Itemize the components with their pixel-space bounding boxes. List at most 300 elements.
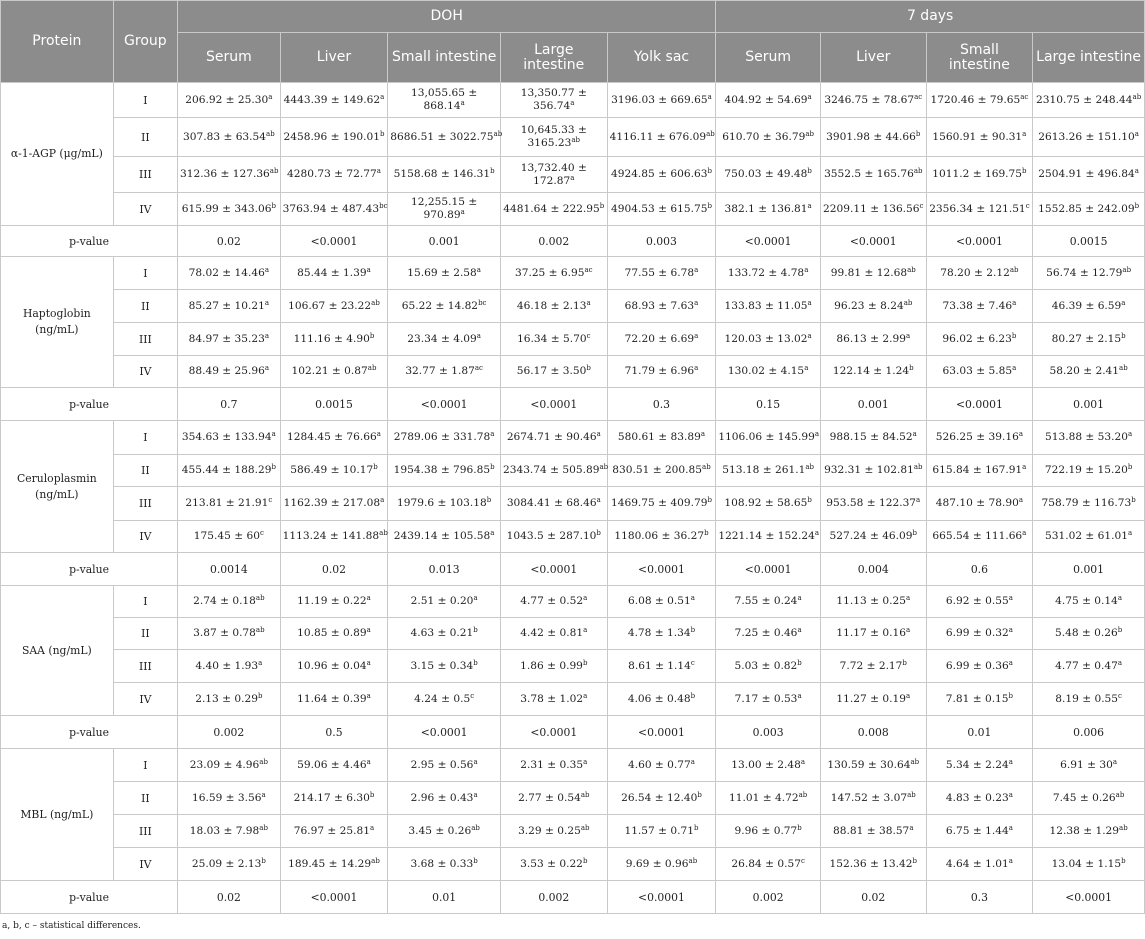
group-label: II [113, 290, 177, 323]
pvalue-cell: 0.001 [388, 226, 501, 257]
value-cell [926, 421, 1033, 455]
cell-value: 988.15 ± 84.52 [829, 431, 913, 443]
significance-letters: a [596, 430, 601, 438]
cell-value: 78.02 ± 14.46 [188, 266, 265, 279]
cell-value: 5.34 ± 2.24 [945, 758, 1009, 771]
cell-value: 73.38 ± 7.46 [942, 299, 1013, 312]
significance-letters: c [800, 856, 805, 865]
doh-header: DOH [178, 1, 716, 33]
cell-value: 7.81 ± 0.15 [945, 692, 1009, 705]
value-cell [280, 83, 388, 118]
significance-letters: a [1008, 626, 1013, 634]
table-row [1, 618, 1145, 650]
value-cell [500, 290, 607, 323]
cell-value: 2.51 ± 0.20 [410, 595, 474, 607]
pvalue-cell: <0.0001 [607, 881, 716, 914]
table-row [1, 421, 1145, 455]
value-cell [388, 749, 501, 782]
value-cell [388, 290, 501, 323]
significance-letters: a [905, 594, 911, 602]
value-cell [820, 749, 926, 782]
value-cell [280, 848, 388, 881]
cell-value: 13.00 ± 2.48 [731, 758, 801, 771]
cell-value: 175.45 ± 60 [193, 530, 260, 542]
pvalue-cell: 0.001 [1033, 553, 1145, 586]
cell-value: 4.77 ± 0.47 [1055, 659, 1118, 672]
cell-value: 8686.51 ± 3022.75 [390, 130, 494, 143]
value-cell [388, 118, 501, 157]
pvalue-cell: <0.0001 [926, 388, 1033, 421]
cell-value: 1180.06 ± 36.27 [614, 530, 705, 542]
value-cell [178, 421, 281, 455]
value-cell [500, 586, 607, 618]
doh-column-header: Serum [178, 33, 281, 83]
significance-letters: a [570, 99, 575, 107]
cell-value: 3.29 ± 0.25 [518, 824, 581, 837]
cell-value: 1560.91 ± 90.31 [932, 130, 1023, 143]
value-cell [500, 421, 607, 455]
cell-value: 16.34 ± 5.70 [517, 332, 587, 345]
significance-letters: ab [471, 823, 480, 832]
significance-letters: b [582, 658, 588, 667]
value-cell [388, 257, 501, 290]
cell-value: 610.70 ± 36.79 [722, 130, 806, 143]
cell-value: 206.92 ± 25.30 [185, 93, 269, 106]
pvalue-cell: 0.5 [280, 716, 388, 749]
significance-letters: b [486, 496, 492, 504]
value-cell [280, 782, 388, 815]
value-cell [388, 487, 501, 521]
value-cell [1033, 118, 1145, 157]
cell-value: 1162.39 ± 217.08 [283, 497, 381, 509]
cell-value: 1106.06 ± 145.99 [718, 431, 815, 443]
cell-value: 56.17 ± 3.50 [516, 365, 587, 377]
value-cell [716, 848, 821, 881]
table-row [1, 157, 1145, 193]
value-cell [178, 356, 281, 388]
significance-letters: ab [580, 823, 590, 832]
cell-value: 3763.94 ± 487.43 [282, 202, 380, 215]
value-cell [178, 848, 281, 881]
group-label: IV [113, 848, 177, 881]
cell-value: 1720.46 ± 79.65 [930, 93, 1021, 106]
significance-letters: a [690, 757, 695, 766]
significance-letters: a [1012, 364, 1017, 372]
pvalue-cell: <0.0001 [500, 388, 607, 421]
pvalue-cell: <0.0001 [716, 226, 821, 257]
value-cell [280, 257, 388, 290]
value-cell [716, 356, 821, 388]
group-label: IV [113, 683, 177, 716]
pvalue-cell: <0.0001 [500, 553, 607, 586]
value-cell [607, 487, 716, 521]
significance-letters: a [490, 529, 495, 537]
cell-value: 531.02 ± 61.01 [1045, 530, 1129, 542]
cell-value: 1979.6 ± 103.18 [397, 497, 487, 509]
group-label: IV [113, 193, 177, 226]
pvalue-cell: 0.002 [500, 226, 607, 257]
value-cell [178, 83, 281, 118]
value-cell [280, 455, 388, 487]
value-cell [926, 815, 1033, 848]
value-cell [820, 356, 926, 388]
value-cell [607, 650, 716, 683]
pvalue-cell: 0.01 [388, 881, 501, 914]
value-cell [500, 782, 607, 815]
pvalue-cell: 0.002 [178, 716, 281, 749]
cell-value: 722.19 ± 15.20 [1044, 464, 1128, 476]
significance-letters: ab [1119, 364, 1128, 372]
value-cell [1033, 650, 1145, 683]
value-cell [1033, 323, 1145, 356]
doh-column-header: Large intestine [500, 33, 607, 83]
value-cell [716, 421, 821, 455]
significance-letters: b [473, 856, 478, 865]
cell-value: 3901.98 ± 44.66 [826, 130, 916, 143]
significance-letters: a [264, 364, 270, 372]
value-cell [178, 118, 281, 157]
significance-letters: a [1112, 757, 1118, 766]
value-cell [280, 586, 388, 618]
value-cell [388, 782, 501, 815]
value-cell [1033, 782, 1145, 815]
significance-letters: a [905, 691, 911, 700]
significance-letters: a [694, 364, 699, 372]
value-cell [500, 749, 607, 782]
cell-value: 88.81 ± 38.57 [833, 824, 910, 837]
value-cell [607, 421, 716, 455]
significance-letters: a [912, 430, 917, 438]
significance-letters: b [490, 167, 495, 175]
cell-value: 615.84 ± 167.91 [932, 464, 1023, 476]
value-cell [1033, 290, 1145, 323]
significance-letters: a [1022, 463, 1027, 471]
cell-value: 84.97 ± 35.23 [188, 332, 265, 345]
pvalue-cell: 0.013 [388, 553, 501, 586]
cell-value: 76.97 ± 25.81 [293, 824, 371, 837]
cell-value: 11.17 ± 0.16 [836, 627, 906, 639]
value-cell [280, 749, 388, 782]
cell-value: 1221.14 ± 152.24 [718, 530, 815, 542]
cell-value: 1.86 ± 0.99 [520, 659, 583, 672]
value-cell [820, 421, 926, 455]
cell-value: 526.25 ± 39.16 [935, 431, 1019, 443]
cell-value: 1469.75 ± 409.79 [610, 497, 708, 509]
value-cell [178, 290, 281, 323]
value-cell [178, 683, 281, 716]
significance-letters: ab [269, 167, 279, 175]
value-cell [926, 487, 1033, 521]
group-label: I [113, 421, 177, 455]
cell-value: 23.34 ± 4.09 [407, 332, 477, 345]
cell-value: 1113.24 ± 141.88 [282, 530, 380, 542]
significance-letters: b [261, 856, 266, 865]
pvalue-cell: <0.0001 [607, 716, 716, 749]
pvalue-cell: 0.0015 [280, 388, 388, 421]
significance-letters: a [1117, 658, 1123, 667]
table-row [1, 118, 1145, 157]
significance-letters: ab [580, 790, 590, 799]
cell-value: 3.87 ± 0.78 [193, 627, 256, 639]
cell-value: 78.20 ± 2.12 [940, 266, 1010, 279]
value-cell [500, 193, 607, 226]
cell-value: 96.23 ± 8.24 [834, 299, 904, 312]
significance-letters: b [369, 331, 375, 340]
value-cell [607, 749, 716, 782]
cell-value: 580.61 ± 83.89 [617, 431, 701, 443]
significance-letters: ac [914, 92, 923, 101]
table-header [1, 1, 1145, 83]
significance-letters: a [1117, 594, 1123, 602]
significance-letters: ab [255, 594, 265, 602]
cell-value: 88.49 ± 25.96 [188, 365, 265, 377]
cell-value: 4904.53 ± 615.75 [610, 202, 708, 215]
significance-letters: b [582, 856, 588, 865]
value-cell [500, 683, 607, 716]
cell-value: 3246.75 ± 78.67 [824, 93, 915, 106]
value-cell [926, 521, 1033, 553]
cell-value: 6.91 ± 30 [1060, 758, 1113, 771]
cell-value: 214.17 ± 6.30 [293, 791, 370, 804]
value-cell [716, 290, 821, 323]
significance-letters: b [599, 201, 605, 210]
cell-value: 7.45 ± 0.26 [1052, 791, 1116, 804]
cell-value: 77.55 ± 6.78 [624, 266, 695, 279]
value-cell [178, 157, 281, 193]
value-cell [716, 815, 821, 848]
cell-value: 513.18 ± 261.1 [722, 464, 806, 476]
pvalue-cell: 0.02 [820, 881, 926, 914]
pvalue-cell: 0.004 [820, 553, 926, 586]
value-cell [926, 118, 1033, 157]
value-cell [500, 455, 607, 487]
cell-value: 2209.11 ± 136.56 [823, 202, 920, 215]
value-cell [178, 749, 281, 782]
significance-letters: a [490, 430, 495, 438]
cell-value: 189.45 ± 14.29 [288, 857, 372, 870]
cell-value: 2310.75 ± 248.44 [1036, 93, 1133, 106]
cell-value: 13,055.65 ± 868.14 [411, 87, 478, 112]
significance-letters: b [707, 167, 712, 175]
value-cell [820, 782, 926, 815]
significance-letters: b [1117, 626, 1123, 634]
cell-value: 63.03 ± 5.85 [942, 365, 1013, 377]
cell-value: 10.85 ± 0.89 [297, 627, 367, 639]
pvalue-label: p-value [1, 553, 178, 586]
value-cell [607, 815, 716, 848]
value-cell [607, 618, 716, 650]
significance-letters: a [370, 823, 375, 832]
value-cell [280, 521, 388, 553]
value-cell [1033, 157, 1145, 193]
value-cell [280, 193, 388, 226]
significance-letters: a [804, 364, 809, 372]
significance-letters: ab [706, 129, 715, 138]
value-cell [607, 157, 716, 193]
value-cell [716, 586, 821, 618]
value-cell [820, 521, 926, 553]
pvalue-cell: <0.0001 [388, 388, 501, 421]
significance-letters: bc [379, 201, 388, 210]
value-cell [500, 487, 607, 521]
value-cell [500, 83, 607, 118]
pvalue-row [1, 553, 1145, 586]
value-cell [1033, 749, 1145, 782]
significance-letters: ab [805, 463, 814, 471]
significance-letters: b [379, 129, 385, 138]
value-cell [1033, 356, 1145, 388]
pvalue-row [1, 226, 1145, 257]
cell-value: 58.20 ± 2.41 [1049, 365, 1120, 377]
value-cell [388, 650, 501, 683]
significance-letters: c [586, 331, 591, 340]
significance-letters: a [366, 594, 371, 602]
significance-letters: a [380, 496, 385, 504]
value-cell [1033, 586, 1145, 618]
significance-letters: b [807, 167, 812, 175]
value-cell [388, 356, 501, 388]
significance-letters: a [380, 92, 385, 101]
table-body [1, 83, 1145, 914]
days7-header: 7 days [716, 1, 1145, 33]
significance-letters: a [807, 201, 812, 210]
cell-value: 102.21 ± 0.87 [291, 365, 368, 377]
value-cell [820, 323, 926, 356]
value-cell [716, 749, 821, 782]
significance-letters: ab [571, 136, 581, 144]
cell-value: 96.02 ± 6.23 [942, 332, 1012, 345]
significance-letters: a [476, 331, 481, 340]
value-cell [1033, 193, 1145, 226]
pvalue-cell: 0.002 [500, 881, 607, 914]
protein-header: Protein [1, 1, 114, 83]
group-label: I [113, 83, 177, 118]
cell-value: 7.55 ± 0.24 [734, 595, 798, 607]
cell-value: 85.44 ± 1.39 [297, 266, 367, 279]
pvalue-cell: <0.0001 [388, 716, 501, 749]
pvalue-cell: 0.006 [1033, 716, 1145, 749]
group-label: III [113, 650, 177, 683]
value-cell [926, 323, 1033, 356]
cell-value: 4.83 ± 0.23 [945, 791, 1009, 804]
significance-letters: ab [255, 626, 265, 634]
value-cell [280, 323, 388, 356]
table-row [1, 749, 1145, 782]
value-cell [1033, 815, 1145, 848]
table-row [1, 83, 1145, 118]
significance-letters: a [376, 167, 381, 175]
value-cell [820, 586, 926, 618]
significance-letters: ab [379, 529, 388, 537]
significance-letters: a [804, 265, 809, 274]
value-cell [388, 323, 501, 356]
cell-value: 11.64 ± 0.39 [297, 692, 367, 705]
value-cell [178, 521, 281, 553]
significance-letters: a [583, 594, 588, 602]
cell-value: 10.96 ± 0.04 [297, 659, 367, 672]
table-row [1, 650, 1145, 683]
significance-letters: a [271, 430, 276, 438]
pvalue-cell: 0.0015 [1033, 226, 1145, 257]
cell-value: 10,645.33 ± 3165.23 [520, 124, 587, 149]
cell-value: 6.99 ± 0.32 [945, 627, 1009, 639]
pvalue-cell: <0.0001 [280, 881, 388, 914]
value-cell [716, 782, 821, 815]
cell-value: 111.16 ± 4.90 [293, 332, 370, 345]
table-row [1, 323, 1145, 356]
significance-letters: a [264, 298, 270, 307]
value-cell [280, 356, 388, 388]
value-cell [926, 586, 1033, 618]
significance-letters: c [259, 529, 264, 537]
pvalue-cell: 0.6 [926, 553, 1033, 586]
cell-value: 133.83 ± 11.05 [724, 299, 808, 312]
value-cell [716, 83, 821, 118]
pvalue-cell: 0.7 [178, 388, 281, 421]
significance-letters: a [366, 691, 371, 700]
significance-letters: b [271, 201, 276, 210]
value-cell [178, 782, 281, 815]
significance-letters: b [690, 626, 696, 634]
cell-value: 147.52 ± 3.07 [830, 791, 908, 804]
value-cell [607, 521, 716, 553]
significance-letters: a [460, 99, 465, 107]
significance-letters: a [586, 298, 591, 307]
value-cell [926, 257, 1033, 290]
cell-value: 25.09 ± 2.13 [191, 857, 262, 870]
significance-letters: a [1008, 856, 1013, 865]
cell-value: 2504.91 ± 496.84 [1038, 168, 1135, 180]
cell-value: 4443.39 ± 149.62 [283, 93, 381, 106]
table-row [1, 290, 1145, 323]
significance-letters: a [366, 757, 371, 766]
value-cell [716, 323, 821, 356]
value-cell [607, 83, 716, 118]
significance-letters: a [1008, 823, 1013, 832]
value-cell [820, 815, 926, 848]
significance-letters: ab [798, 790, 808, 799]
value-cell [178, 487, 281, 521]
cell-value: 5.03 ± 0.82 [734, 659, 798, 672]
significance-letters: a [909, 823, 914, 832]
value-cell [820, 118, 926, 157]
significance-letters: a [694, 298, 699, 307]
value-cell [178, 586, 281, 618]
significance-letters: ab [910, 757, 920, 766]
significance-letters: a [1008, 594, 1013, 602]
pvalue-row [1, 881, 1145, 914]
cell-value: 3552.5 ± 165.76 [824, 168, 914, 180]
cell-value: 46.39 ± 6.59 [1051, 299, 1122, 312]
cell-value: 4280.73 ± 72.77 [287, 168, 377, 180]
significance-letters: a [376, 430, 381, 438]
significance-letters: a [1022, 529, 1027, 537]
significance-letters: a [707, 92, 712, 101]
value-cell [820, 455, 926, 487]
cell-value: 5.48 ± 0.26 [1054, 627, 1118, 639]
value-cell [926, 157, 1033, 193]
cell-value: 6.75 ± 1.44 [945, 824, 1009, 837]
significance-letters: ab [1119, 823, 1128, 832]
cell-value: 122.14 ± 1.24 [832, 365, 910, 377]
significance-letters: ab [907, 790, 916, 799]
significance-letters: a [797, 594, 802, 602]
significance-letters: b [915, 129, 921, 138]
days7-column-header: Serum [716, 33, 821, 83]
pvalue-cell: 0.01 [926, 716, 1033, 749]
table-row [1, 848, 1145, 881]
significance-letters: b [490, 463, 495, 471]
